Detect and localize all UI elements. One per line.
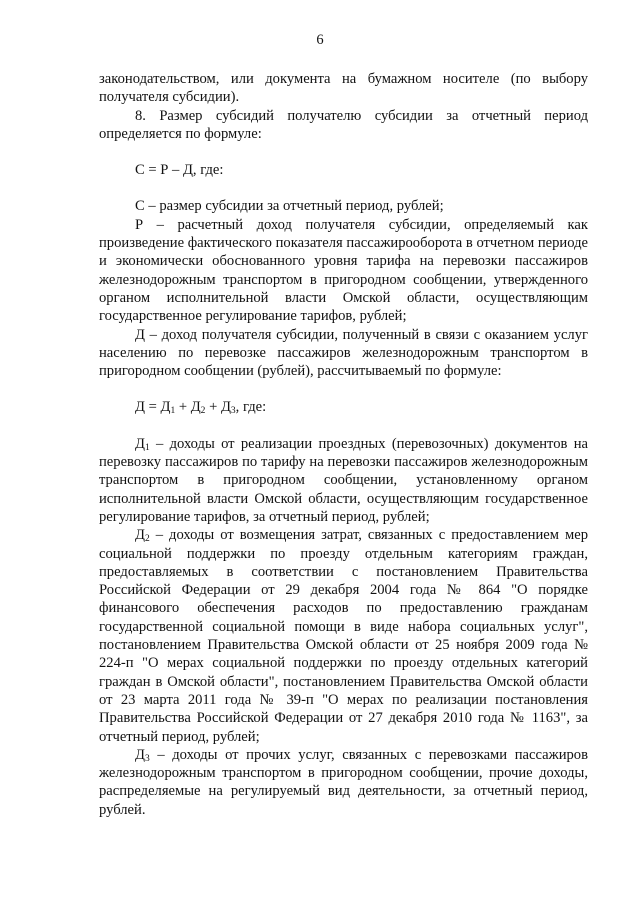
paragraph-continuation: законодательством, или документа на бумажном носителе (по выбору получателя субсидии). — [99, 71, 588, 106]
definition-c: С – размер субсидии за отчетный период, рублей; — [135, 198, 444, 215]
definition-p: Р – расчетный доход получателя субсидии, определяемый как произведение фактического показателя пассажирооборота в отчетном периоде и экономически обоснованного уровня тарифа на перевозки пассажиров железнодорожным транспортом в пригородном сообщении, утвержденного органом исполнительной власти Омской области, осуществляющим государственное регулирование тарифов, рублей; — [99, 216, 589, 325]
formula-income: $Д = Д_1 + Д_2 + Д_3$, где: — [135, 399, 267, 417]
paragraph-item-8: 8. Размер субсидий получателю субсидии за отчетный период определяется по формуле: — [99, 107, 588, 142]
definition-d2: $Д_2$ – доходы от возмещения затрат, связанных с предоставлением мер социальной поддержки по проезду отдельным категориям граждан, предоставляемых в соответствии с постановлением Правительства Российской Федерации от 29 декабря 2004 года № 864 "О порядке финансового обеспечения расходов по предоставлению гражданам государственной социальной помощи в виде набора социальных услуг", постановлением Правительства Омской области от 25 ноября 2009 года № 224-п "О мерах социальной поддержки по проезду отдельных категорий граждан в Омской области", постановлением Правительства Омской области от 23 марта 2011 года № 39-п "О мерах по реализации постановления Правительства Российской Федерации от 27 декабря 2010 года № 1163", за отчетный период, рублей; — [99, 527, 588, 745]
page-number: 6 — [316, 32, 324, 48]
definition-d: Д – доход получателя субсидии, полученный в связи с оказанием услуг населению по перевозке пассажиров железнодорожным транспортом в пригородном сообщении (рублей), рассчитываемый по формуле: — [99, 326, 588, 380]
formula-subsidy: С = Р – Д, где: — [135, 162, 224, 179]
definition-d3: $Д_3$ – доходы от прочих услуг, связанных с перевозками пассажиров железнодорожным транспортом в пригородном сообщении, прочие доходы, распределяемые на регулируемый вид деятельности, за отчетный период, рублей. — [99, 746, 588, 818]
document-body — [99, 70, 588, 819]
definition-d1: $Д_1$ – доходы от реализации проездных (перевозочных) документов на перевозку пассажиров по тарифу на перевозки пассажиров железнодорожным транспортом в пригородном сообщении, установленному органом исполнительной власти Омской области, осуществляющим государственное регулирование тарифов, за отчетный период, рублей; — [99, 435, 588, 525]
